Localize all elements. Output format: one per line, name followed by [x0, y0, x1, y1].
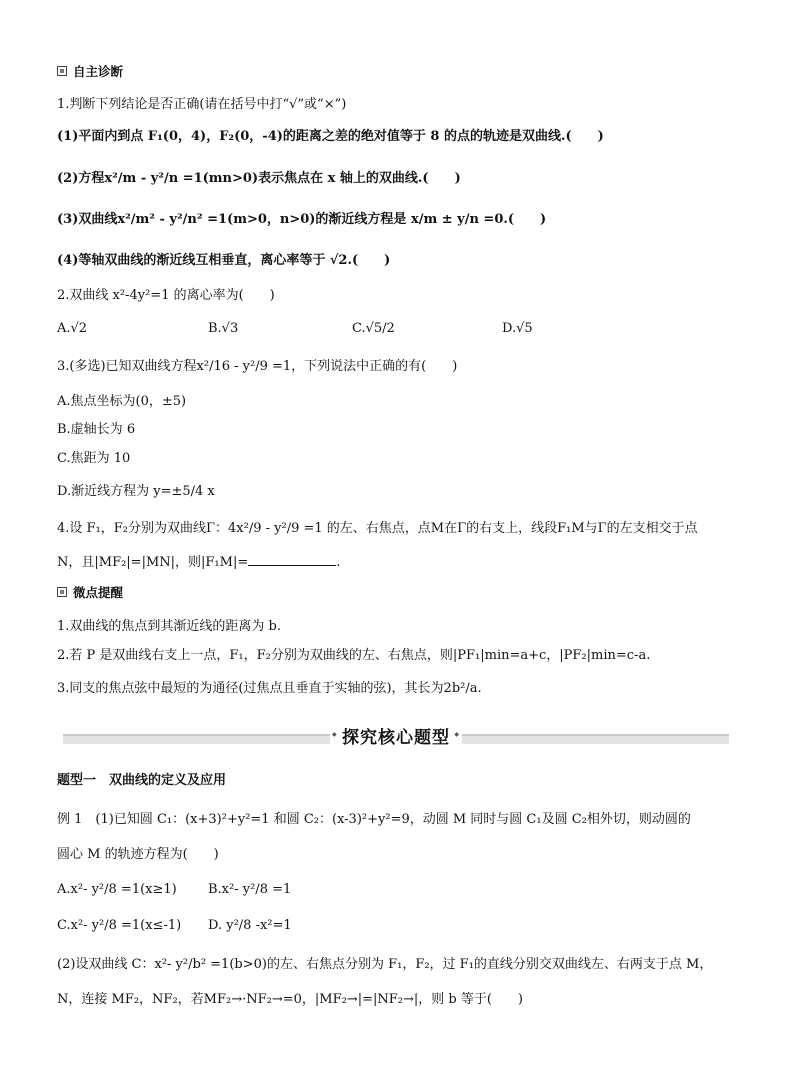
- example-1-option-a: A.x²- y²/8 =1(x≥1): [57, 882, 177, 897]
- tip-3: 3.同支的焦点弦中最短的为通径(过焦点且垂直于实轴的弦)，其长为2b²/a.: [57, 681, 482, 696]
- question-1-item-2: (2)方程x²/m - y²/n =1(mn>0)表示焦点在 x 轴上的双曲线.( ): [57, 171, 461, 186]
- example-1-line-2: 圆心 M 的轨迹方程为( ): [57, 847, 219, 862]
- question-1: 1.判断下列结论是否正确(请在括号中打“√”或“×”): [57, 97, 347, 112]
- example-2-line-1: (2)设双曲线 C：x²- y²/b² =1(b>0)的左、右焦点分别为 F₁，F₂，过 F₁的直线分别交双曲线左、右两支于点 M，: [57, 957, 713, 972]
- example-1-line-1: 例 1 (1)已知圆 C₁：(x+3)²+y²=1 和圆 C₂：(x-3)²+y²=9，动圆 M 同时与圆 C₁及圆 C₂相外切，则动圆的: [57, 812, 691, 827]
- banner-title: ◆ 探究核心题型 ◆: [330, 723, 462, 748]
- example-1-option-d: D. y²/8 -x²=1: [208, 918, 292, 933]
- tip-2: 2.若 P 是双曲线右支上一点，F₁，F₂分别为双曲线的左、右焦点，则|PF₁|min=a+c，|PF₂|min=c-a.: [57, 648, 651, 663]
- example-1-option-b: B.x²- y²/8 =1: [208, 882, 292, 897]
- question-4-line-2: N，且|MF₂|=|MN|，则|F₁M|= .: [57, 555, 341, 570]
- question-2-option-c: C.√5/2: [352, 321, 395, 336]
- question-2: 2.双曲线 x²-4y²=1 的离心率为( ): [57, 288, 275, 303]
- section-banner: [63, 723, 729, 751]
- question-3-option-d: D.渐近线方程为 y=±5/4 x: [57, 484, 215, 499]
- question-2-option-a: A.√2: [57, 321, 88, 336]
- question-1-item-4: (4)等轴双曲线的渐近线互相垂直，离心率等于 √2.( ): [57, 253, 391, 268]
- question-2-option-d: D.√5: [502, 321, 533, 336]
- question-3-option-c: C.焦距为 10: [57, 451, 131, 466]
- tip-1: 1.双曲线的焦点到其渐近线的距离为 b.: [57, 619, 281, 634]
- answer-blank: [248, 553, 336, 566]
- question-2-option-b: B.√3: [208, 321, 239, 336]
- question-type-1-heading: 题型一 双曲线的定义及应用: [57, 773, 227, 788]
- question-3-option-a: A.焦点坐标为(0，±5): [57, 394, 187, 409]
- example-1-option-c: C.x²- y²/8 =1(x≤-1): [57, 918, 182, 933]
- square-bullet-icon: [57, 587, 67, 597]
- question-1-item-1: (1)平面内到点 F₁(0，4)，F₂(0，-4)的距离之差的绝对值等于 8 的点的轨迹是双曲线.( ): [57, 129, 604, 144]
- example-2-line-2: N，连接 MF₂，NF₂，若MF₂→·NF₂→=0，|MF₂→|=|NF₂→|，则 b 等于( ): [57, 992, 523, 1007]
- square-bullet-icon: [57, 66, 67, 76]
- section-tips: 微点提醒: [57, 584, 123, 602]
- question-4-line-1: 4.设 F₁，F₂分别为双曲线Γ：4x²/9 - y²/9 =1 的左、右焦点，点M在Γ的右支上，线段F₁M与Γ的左支相交于点: [57, 521, 698, 536]
- question-3-option-b: B.虚轴长为 6: [57, 422, 136, 437]
- section-self-diagnosis: 自主诊断: [57, 63, 123, 81]
- question-1-item-3: (3)双曲线x²/m² - y²/n² =1(m>0，n>0)的渐近线方程是 x/m ± y/n =0.( ): [57, 212, 547, 227]
- question-3: 3.(多选)已知双曲线方程x²/16 - y²/9 =1，下列说法中正确的有( ): [57, 359, 458, 374]
